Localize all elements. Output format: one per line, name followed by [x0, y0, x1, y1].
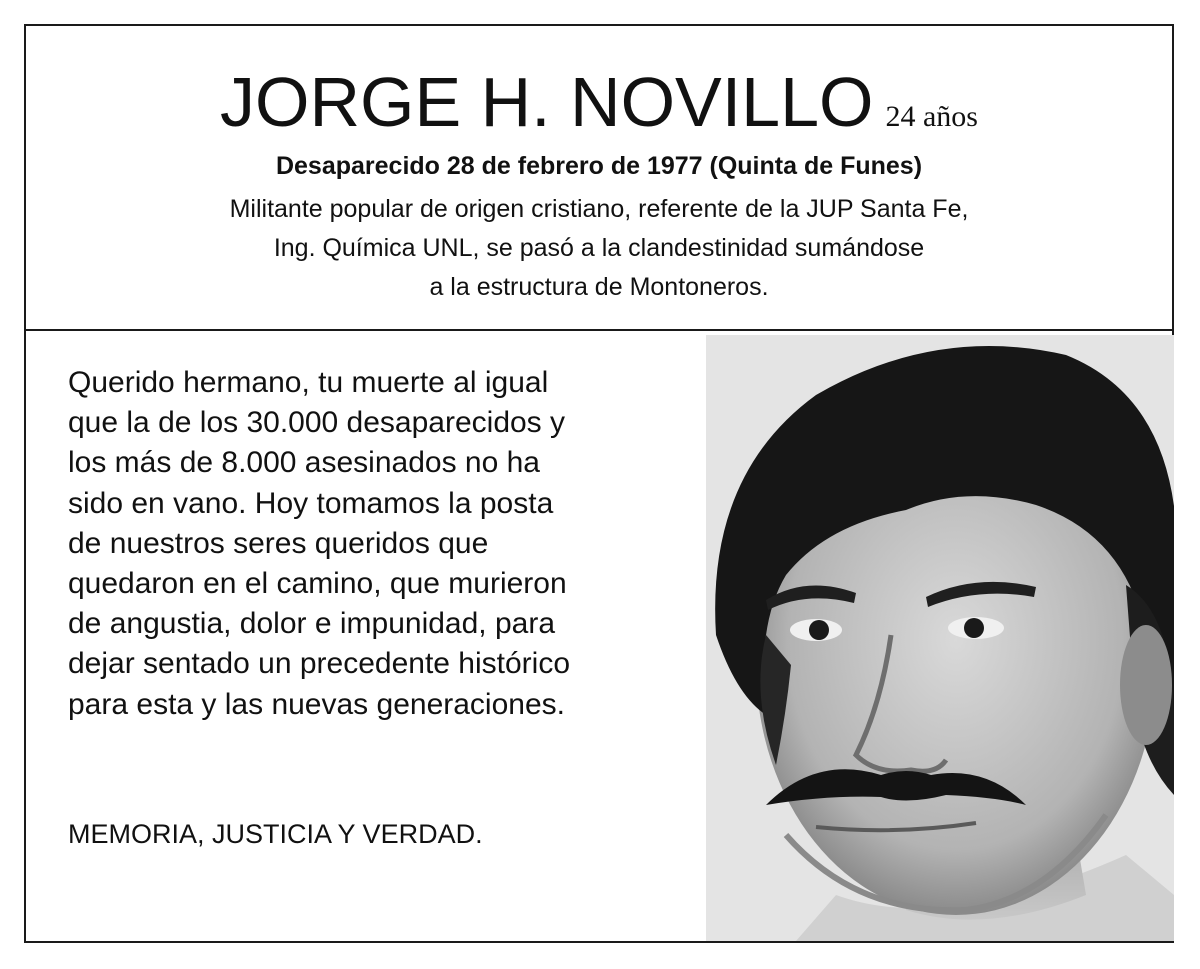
disappearance-date: Desaparecido 28 de febrero de 1977 (Quinta de Funes) [275, 152, 923, 180]
bio-line: Militante popular de origen cristiano, referente de la JUP Santa Fe, [229, 195, 969, 223]
portrait-illustration [706, 335, 1174, 941]
bio-text [26, 190, 1172, 307]
letter-line: de nuestros seres queridos que [68, 526, 489, 560]
memorial-card [24, 24, 1174, 943]
letter-line: para esta y las nuevas generaciones. [68, 687, 565, 721]
letter-text [68, 363, 708, 725]
letter-line: los más de 8.000 asesinados no ha [68, 446, 540, 480]
card-header [26, 26, 1172, 331]
letter-line: quedaron en el camino, que murieron [68, 567, 567, 601]
letter-line: Querido hermano, tu muerte al igual [68, 366, 549, 399]
portrait-photo [706, 335, 1174, 941]
bio-line: Ing. Química UNL, se pasó a la clandestinidad sumándose [273, 234, 925, 262]
bio-line: a la estructura de Montoneros. [429, 273, 769, 301]
person-name: JORGE H. NOVILLO [220, 63, 874, 141]
name-line [26, 62, 1172, 142]
letter-line: sido en vano. Hoy tomamos la posta [68, 486, 554, 520]
card-body [26, 331, 1172, 943]
motto: MEMORIA, JUSTICIA Y VERDAD. [68, 819, 483, 849]
person-age: 24 años [885, 100, 978, 133]
letter-line: que la de los 30.000 desaparecidos y [68, 406, 566, 440]
letter-line: dejar sentado un precedente histórico [68, 647, 571, 681]
letter-line: de angustia, dolor e impunidad, para [68, 607, 556, 641]
